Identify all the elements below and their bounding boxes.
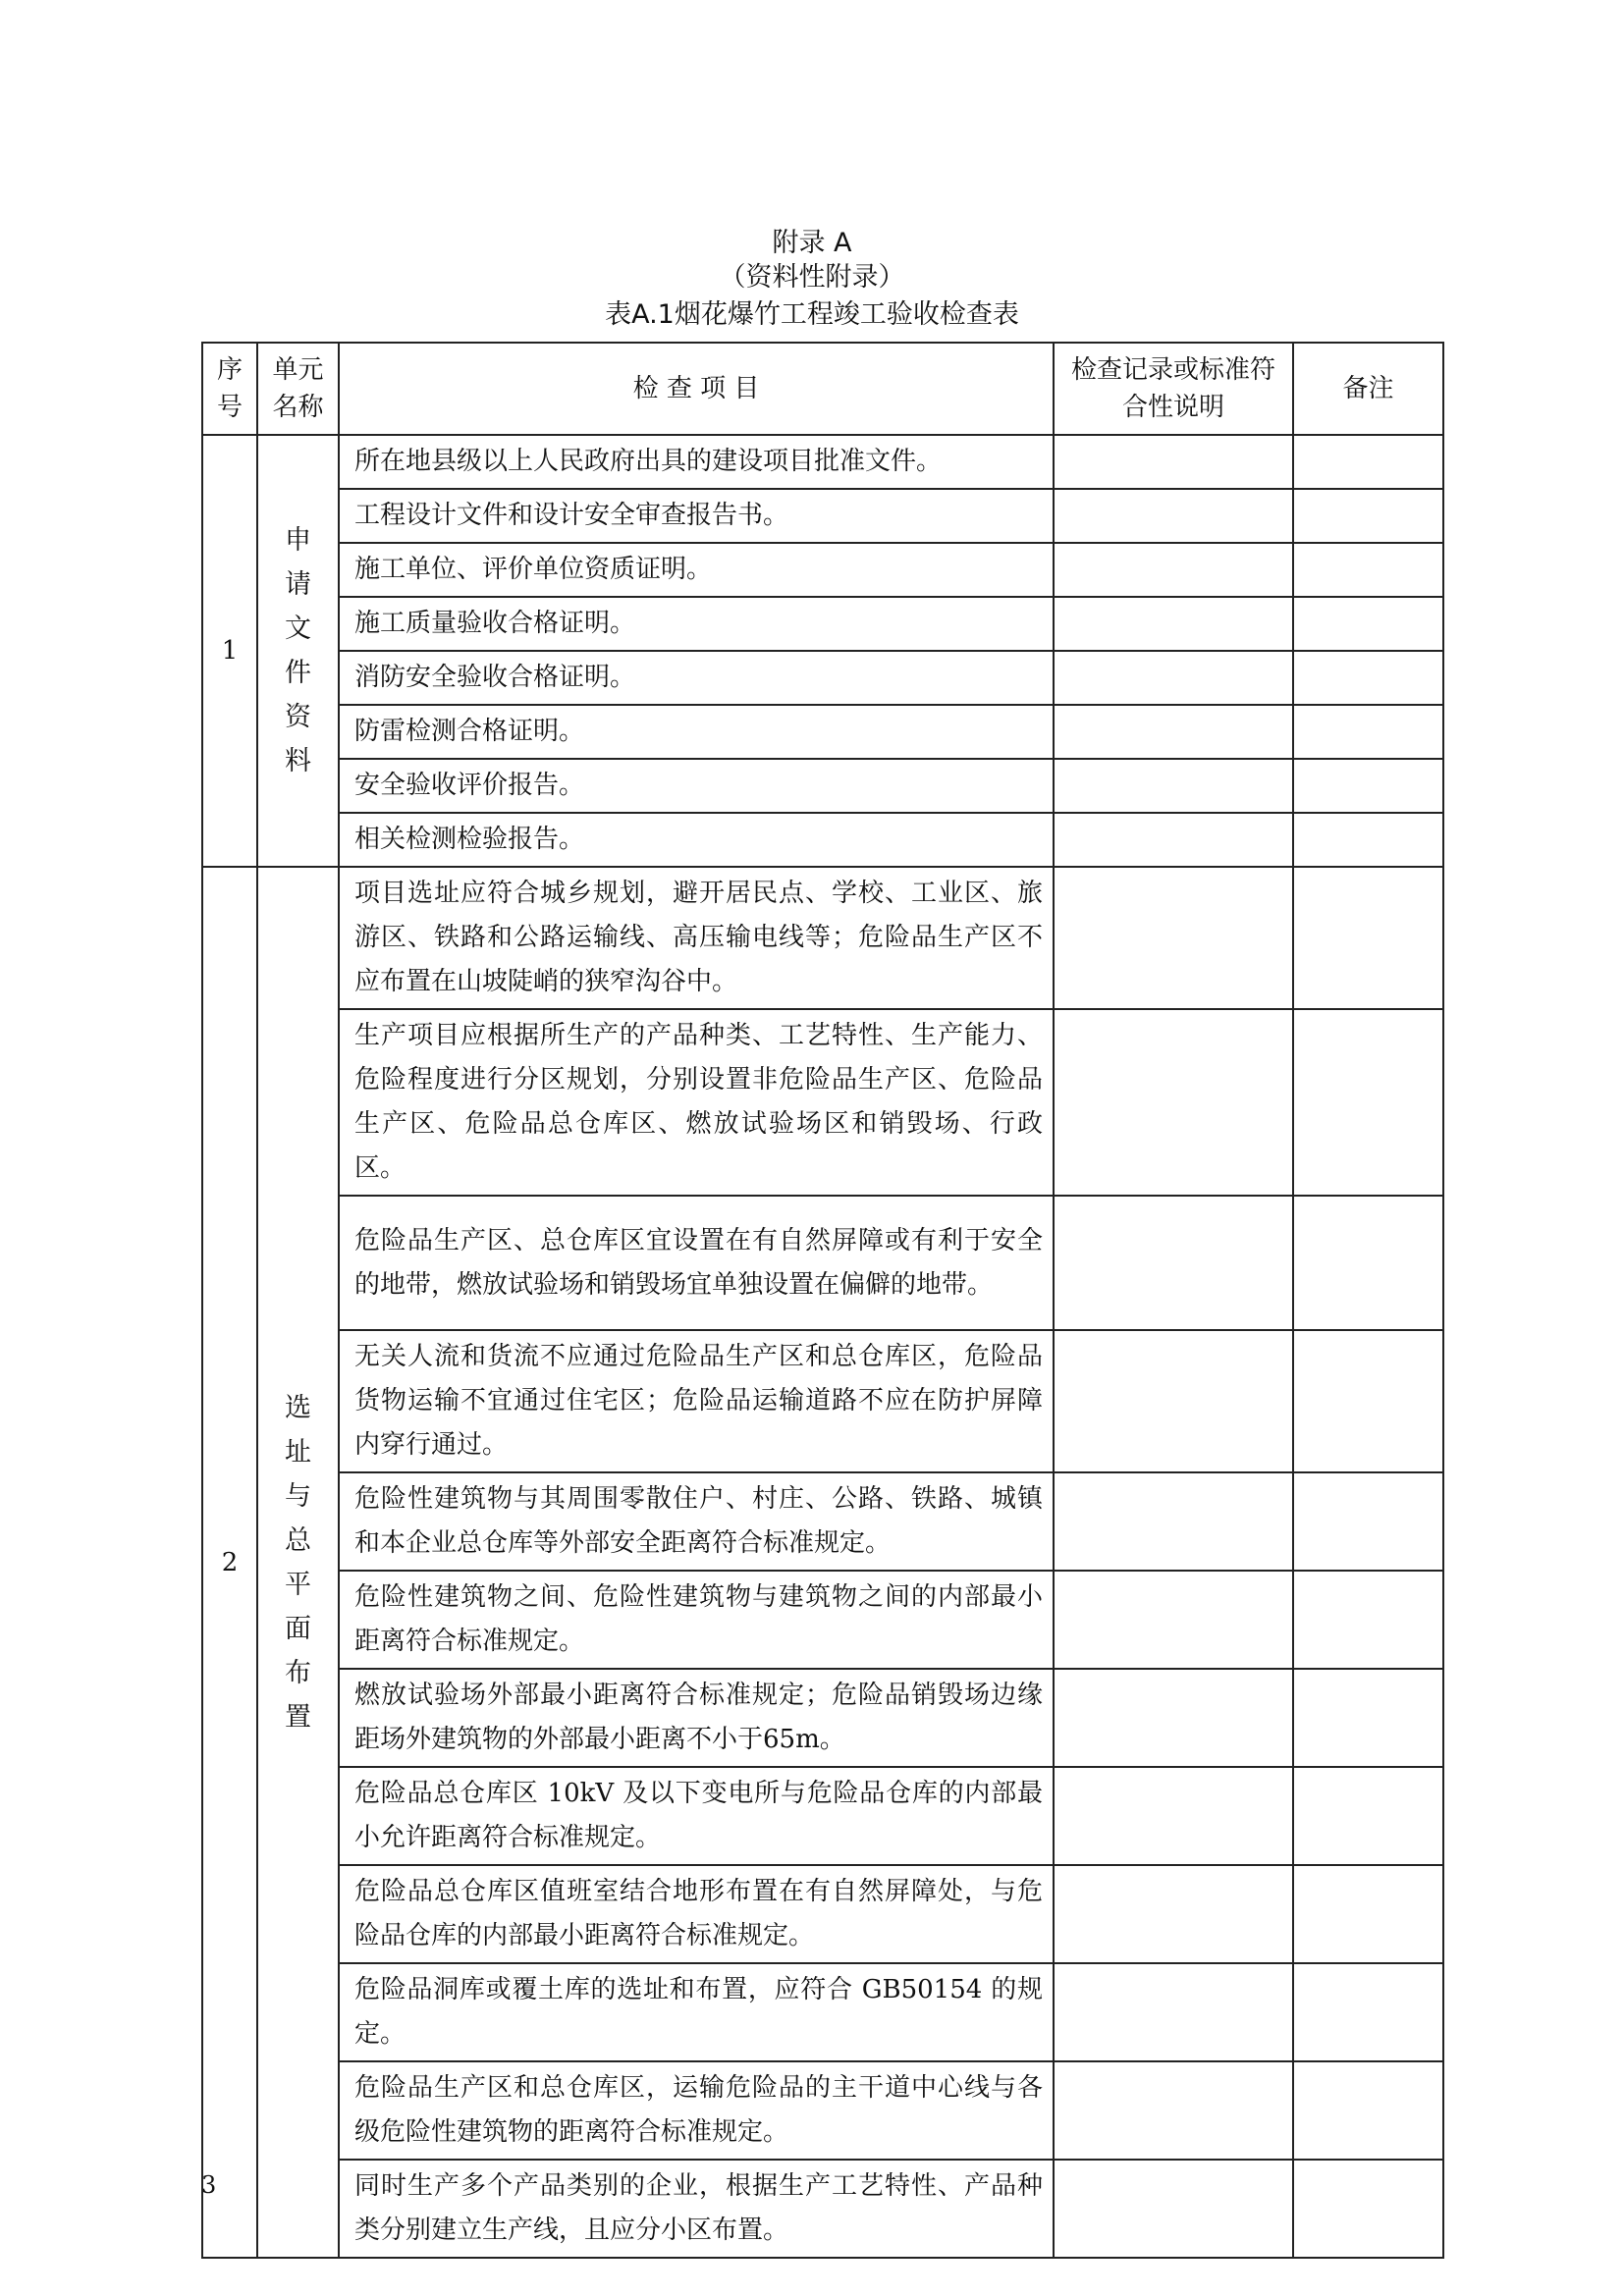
check-item: 危险品总仓库区 10kV 及以下变电所与危险品仓库的内部最小允许距离符合标准规定。 xyxy=(339,1767,1054,1865)
remark-cell[interactable] xyxy=(1293,435,1443,489)
check-item: 危险性建筑物之间、危险性建筑物与建筑物之间的内部最小距离符合标准规定。 xyxy=(339,1571,1054,1669)
table-row xyxy=(202,1669,1443,1767)
row-seq-number: 2 xyxy=(202,867,257,2258)
table-title: 表A.1烟花爆竹工程竣工验收检查表 xyxy=(605,299,1019,330)
check-item: 生产项目应根据所生产的产品种类、工艺特性、生产能力、危险程度进行分区规划，分别设置非危险品生产区、危险品生产区、危险品总仓库区、燃放试验场区和销毁场、行政区。 xyxy=(339,1009,1054,1196)
remark-cell[interactable] xyxy=(1293,1767,1443,1865)
table-row xyxy=(202,759,1443,813)
record-cell[interactable] xyxy=(1054,1472,1293,1571)
check-item: 危险品总仓库区值班室结合地形布置在有自然屏障处，与危险品仓库的内部最小距离符合标准规定。 xyxy=(339,1865,1054,1963)
table-row xyxy=(202,1472,1443,1571)
record-cell[interactable] xyxy=(1054,435,1293,489)
remark-cell[interactable] xyxy=(1293,1669,1443,1767)
table-row xyxy=(202,651,1443,705)
table-row xyxy=(202,1571,1443,1669)
record-cell[interactable] xyxy=(1054,543,1293,597)
table-row xyxy=(202,1330,1443,1472)
col-header-seq: 序号 xyxy=(202,343,257,435)
check-item: 工程设计文件和设计安全审查报告书。 xyxy=(339,489,1054,543)
record-cell[interactable] xyxy=(1054,1767,1293,1865)
remark-cell[interactable] xyxy=(1293,651,1443,705)
table-header-row xyxy=(202,343,1443,435)
table-row xyxy=(202,867,1443,1009)
remark-cell[interactable] xyxy=(1293,1571,1443,1669)
check-item: 同时生产多个产品类别的企业，根据生产工艺特性、产品种类分别建立生产线，且应分小区布置。 xyxy=(339,2160,1054,2258)
remark-cell[interactable] xyxy=(1293,1330,1443,1472)
col-header-unit: 单元名称 xyxy=(257,343,339,435)
remark-cell[interactable] xyxy=(1293,489,1443,543)
record-cell[interactable] xyxy=(1054,1571,1293,1669)
record-cell[interactable] xyxy=(1054,1330,1293,1472)
record-cell[interactable] xyxy=(1054,2061,1293,2160)
check-item: 施工质量验收合格证明。 xyxy=(339,597,1054,651)
record-cell[interactable] xyxy=(1054,1865,1293,1963)
remark-cell[interactable] xyxy=(1293,1865,1443,1963)
check-item: 所在地县级以上人民政府出具的建设项目批准文件。 xyxy=(339,435,1054,489)
table-row xyxy=(202,1865,1443,1963)
record-cell[interactable] xyxy=(1054,1009,1293,1196)
record-cell[interactable] xyxy=(1054,1669,1293,1767)
appendix-label: 附录 A xyxy=(772,228,852,258)
check-item: 无关人流和货流不应通过危险品生产区和总仓库区，危险品货物运输不宜通过住宅区；危险品运输道路不应在防护屏障内穿行通过。 xyxy=(339,1330,1054,1472)
col-header-item: 检 查 项 目 xyxy=(339,343,1054,435)
remark-cell[interactable] xyxy=(1293,1472,1443,1571)
table-row xyxy=(202,2160,1443,2258)
remark-cell[interactable] xyxy=(1293,759,1443,813)
check-item: 防雷检测合格证明。 xyxy=(339,705,1054,759)
check-item: 项目选址应符合城乡规划，避开居民点、学校、工业区、旅游区、铁路和公路运输线、高压输电线等；危险品生产区不应布置在山坡陡峭的狭窄沟谷中。 xyxy=(339,867,1054,1009)
table-row xyxy=(202,813,1443,867)
table-row xyxy=(202,543,1443,597)
record-cell[interactable] xyxy=(1054,813,1293,867)
record-cell[interactable] xyxy=(1054,1196,1293,1330)
remark-cell[interactable] xyxy=(1293,543,1443,597)
remark-cell[interactable] xyxy=(1293,813,1443,867)
check-item: 危险品生产区、总仓库区宜设置在有自然屏障或有利于安全的地带，燃放试验场和销毁场宜单独设置在偏僻的地带。 xyxy=(339,1196,1054,1330)
check-item: 相关检测检验报告。 xyxy=(339,813,1054,867)
page-number: 3 xyxy=(201,2171,217,2199)
record-cell[interactable] xyxy=(1054,2160,1293,2258)
table-row xyxy=(202,435,1443,489)
remark-cell[interactable] xyxy=(1293,705,1443,759)
remark-cell[interactable] xyxy=(1293,597,1443,651)
col-header-record: 检查记录或标准符合性说明 xyxy=(1054,343,1293,435)
record-cell[interactable] xyxy=(1054,597,1293,651)
check-item: 消防安全验收合格证明。 xyxy=(339,651,1054,705)
remark-cell[interactable] xyxy=(1293,2160,1443,2258)
check-item: 危险品生产区和总仓库区，运输危险品的主干道中心线与各级危险性建筑物的距离符合标准规定。 xyxy=(339,2061,1054,2160)
unit-name: 选址与总平面布置 xyxy=(257,867,339,2258)
record-cell[interactable] xyxy=(1054,705,1293,759)
record-cell[interactable] xyxy=(1054,489,1293,543)
inspection-table xyxy=(201,342,1444,2259)
col-header-remark: 备注 xyxy=(1293,343,1443,435)
appendix-note: （资料性附录） xyxy=(719,262,905,293)
remark-cell[interactable] xyxy=(1293,2061,1443,2160)
record-cell[interactable] xyxy=(1054,759,1293,813)
check-item: 安全验收评价报告。 xyxy=(339,759,1054,813)
table-row xyxy=(202,489,1443,543)
record-cell[interactable] xyxy=(1054,867,1293,1009)
unit-name: 申请文件资料 xyxy=(257,435,339,867)
remark-cell[interactable] xyxy=(1293,1009,1443,1196)
remark-cell[interactable] xyxy=(1293,867,1443,1009)
table-row xyxy=(202,597,1443,651)
record-cell[interactable] xyxy=(1054,1963,1293,2061)
record-cell[interactable] xyxy=(1054,651,1293,705)
table-body xyxy=(202,435,1443,2258)
table-row xyxy=(202,1009,1443,1196)
remark-cell[interactable] xyxy=(1293,1196,1443,1330)
check-item: 危险品洞库或覆土库的选址和布置，应符合 GB50154 的规定。 xyxy=(339,1963,1054,2061)
table-row xyxy=(202,1963,1443,2061)
check-item: 危险性建筑物与其周围零散住户、村庄、公路、铁路、城镇和本企业总仓库等外部安全距离符合标准规定。 xyxy=(339,1472,1054,1571)
table-row xyxy=(202,1196,1443,1330)
table-row xyxy=(202,1767,1443,1865)
check-item: 燃放试验场外部最小距离符合标准规定；危险品销毁场边缘距场外建筑物的外部最小距离不小于65m。 xyxy=(339,1669,1054,1767)
row-seq-number: 1 xyxy=(202,435,257,867)
check-item: 施工单位、评价单位资质证明。 xyxy=(339,543,1054,597)
table-row xyxy=(202,2061,1443,2160)
remark-cell[interactable] xyxy=(1293,1963,1443,2061)
table-row xyxy=(202,705,1443,759)
